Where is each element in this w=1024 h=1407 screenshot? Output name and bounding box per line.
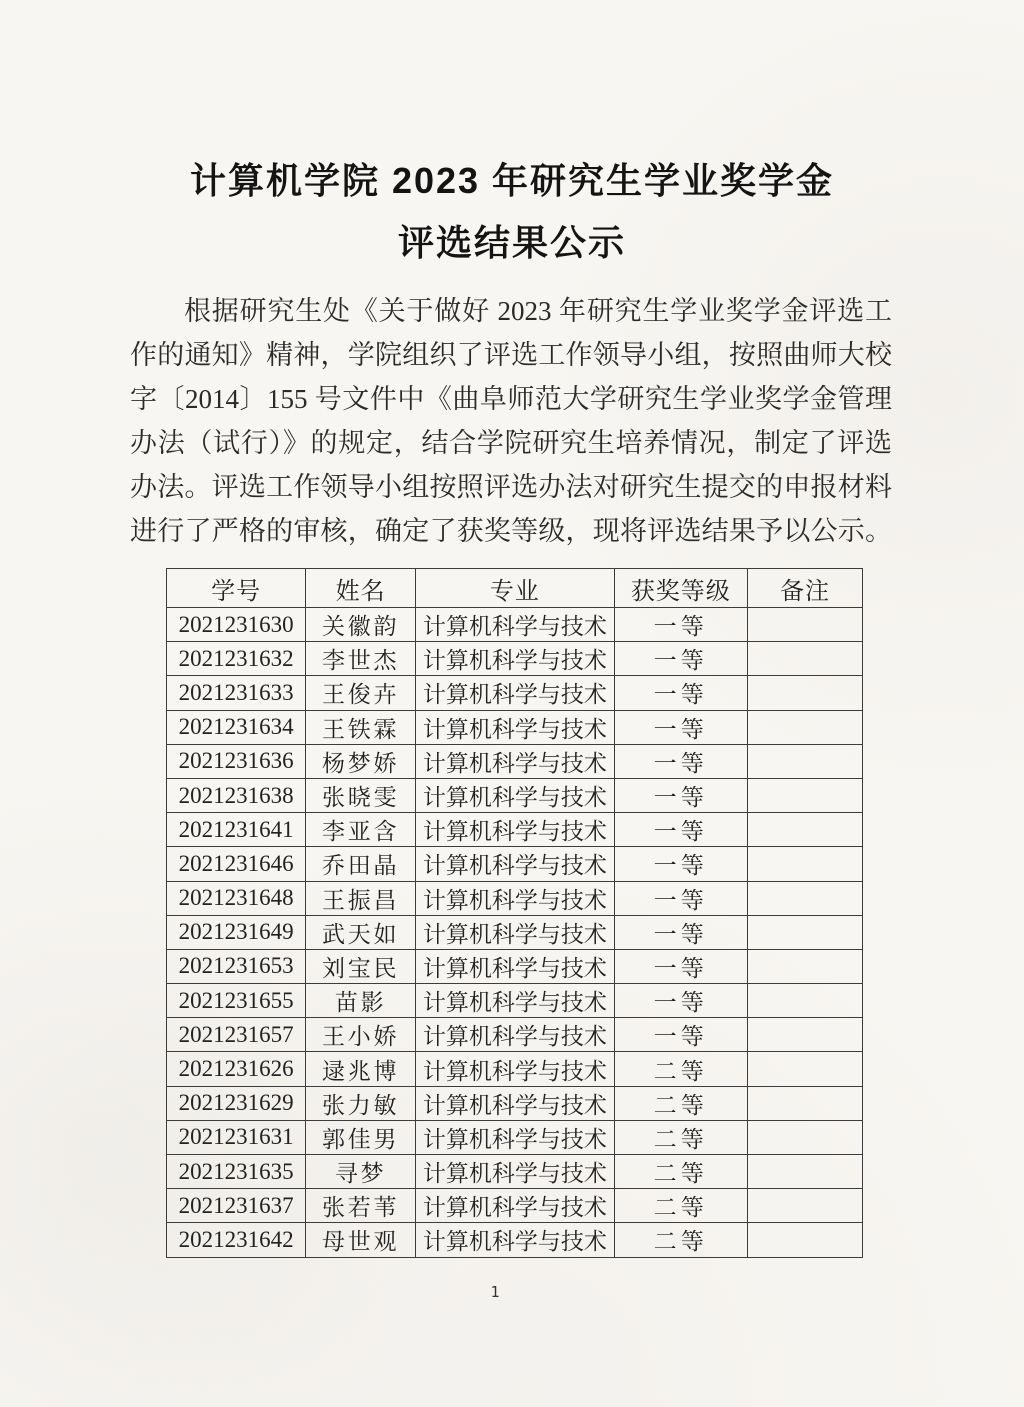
- page-number: 1: [490, 1283, 500, 1301]
- cell-major: 计算机科学与技术: [416, 1155, 614, 1189]
- cell-name: 王振昌: [306, 881, 416, 915]
- cell-student-id: 2021231629: [167, 1086, 306, 1120]
- paragraph-line: 办法（试行）》的规定，结合学院研究生培养情况，制定了评选: [130, 428, 892, 458]
- cell-award-level: 二等: [614, 1155, 748, 1189]
- table-row: [167, 778, 863, 812]
- table-row: [167, 949, 863, 983]
- cell-award-level: 一等: [614, 847, 748, 881]
- cell-award-level: 一等: [614, 1018, 748, 1052]
- table-header-cell: 专业: [416, 569, 614, 608]
- table-row: [167, 984, 863, 1018]
- cell-note: [748, 984, 863, 1018]
- cell-student-id: 2021231642: [167, 1223, 306, 1257]
- table-header: [167, 569, 863, 608]
- cell-note: [748, 608, 863, 642]
- cell-student-id: 2021231641: [167, 813, 306, 847]
- cell-note: [748, 642, 863, 676]
- cell-major: 计算机科学与技术: [416, 1189, 614, 1223]
- cell-note: [748, 1018, 863, 1052]
- table-row: [167, 676, 863, 710]
- table-row: [167, 813, 863, 847]
- cell-name: 张晓雯: [306, 778, 416, 812]
- cell-award-level: 一等: [614, 881, 748, 915]
- cell-major: 计算机科学与技术: [416, 984, 614, 1018]
- cell-award-level: 二等: [614, 1120, 748, 1154]
- cell-note: [748, 1223, 863, 1257]
- table-header-cell: 学号: [167, 569, 306, 608]
- cell-student-id: 2021231637: [167, 1189, 306, 1223]
- table-header-cell: 获奖等级: [614, 569, 748, 608]
- cell-major: 计算机科学与技术: [416, 1120, 614, 1154]
- cell-name: 王俊卉: [306, 676, 416, 710]
- table-row: [167, 1189, 863, 1223]
- cell-note: [748, 915, 863, 949]
- cell-name: 王小娇: [306, 1018, 416, 1052]
- cell-note: [748, 778, 863, 812]
- cell-award-level: 一等: [614, 608, 748, 642]
- cell-major: 计算机科学与技术: [416, 881, 614, 915]
- cell-note: [748, 1189, 863, 1223]
- cell-award-level: 一等: [614, 915, 748, 949]
- cell-major: 计算机科学与技术: [416, 915, 614, 949]
- cell-major: 计算机科学与技术: [416, 1018, 614, 1052]
- cell-student-id: 2021231646: [167, 847, 306, 881]
- cell-name: 母世观: [306, 1223, 416, 1257]
- cell-award-level: 一等: [614, 642, 748, 676]
- cell-student-id: 2021231649: [167, 915, 306, 949]
- table-header-cell: 备注: [748, 569, 863, 608]
- cell-name: 王铁霖: [306, 710, 416, 744]
- paragraph-line: 办法。评选工作领导小组按照评选办法对研究生提交的申报材料: [130, 472, 892, 502]
- table-row: [167, 881, 863, 915]
- cell-name: 李亚含: [306, 813, 416, 847]
- cell-name: 杨梦娇: [306, 744, 416, 778]
- cell-student-id: 2021231638: [167, 778, 306, 812]
- cell-award-level: 二等: [614, 1086, 748, 1120]
- table-body: [167, 608, 863, 1258]
- document-title-line2: 评选结果公示: [397, 222, 626, 263]
- document-title: [0, 150, 1024, 274]
- cell-note: [748, 1155, 863, 1189]
- cell-student-id: 2021231634: [167, 710, 306, 744]
- cell-major: 计算机科学与技术: [416, 744, 614, 778]
- cell-name: 关徽韵: [306, 608, 416, 642]
- cell-award-level: 一等: [614, 710, 748, 744]
- table-row: [167, 1223, 863, 1257]
- cell-name: 郭佳男: [306, 1120, 416, 1154]
- cell-student-id: 2021231633: [167, 676, 306, 710]
- table-row: [167, 608, 863, 642]
- paragraph-line: 字〔2014〕155 号文件中《曲阜师范大学研究生学业奖学金管理: [130, 384, 892, 414]
- cell-name: 逯兆博: [306, 1052, 416, 1086]
- cell-name: 张力敏: [306, 1086, 416, 1120]
- cell-major: 计算机科学与技术: [416, 813, 614, 847]
- paragraph-line: 根据研究生处《关于做好 2023 年研究生学业奖学金评选工: [184, 296, 892, 326]
- cell-student-id: 2021231657: [167, 1018, 306, 1052]
- table-row: [167, 1018, 863, 1052]
- cell-student-id: 2021231636: [167, 744, 306, 778]
- cell-student-id: 2021231653: [167, 949, 306, 983]
- cell-award-level: 一等: [614, 778, 748, 812]
- paragraph-line: 作的通知》精神，学院组织了评选工作领导小组，按照曲师大校: [130, 340, 892, 370]
- cell-major: 计算机科学与技术: [416, 608, 614, 642]
- cell-name: 寻梦: [306, 1155, 416, 1189]
- table-row: [167, 915, 863, 949]
- table-row: [167, 642, 863, 676]
- cell-student-id: 2021231631: [167, 1120, 306, 1154]
- table-row: [167, 847, 863, 881]
- cell-award-level: 二等: [614, 1052, 748, 1086]
- cell-award-level: 二等: [614, 1223, 748, 1257]
- cell-name: 张若苇: [306, 1189, 416, 1223]
- cell-name: 武天如: [306, 915, 416, 949]
- table-row: [167, 1052, 863, 1086]
- cell-note: [748, 847, 863, 881]
- cell-note: [748, 1052, 863, 1086]
- cell-award-level: 一等: [614, 984, 748, 1018]
- cell-award-level: 一等: [614, 949, 748, 983]
- cell-major: 计算机科学与技术: [416, 778, 614, 812]
- table-header-row: [167, 569, 863, 608]
- cell-major: 计算机科学与技术: [416, 710, 614, 744]
- cell-major: 计算机科学与技术: [416, 642, 614, 676]
- cell-award-level: 一等: [614, 813, 748, 847]
- table-row: [167, 744, 863, 778]
- scholarship-results-table: [166, 568, 863, 1258]
- cell-student-id: 2021231632: [167, 642, 306, 676]
- cell-major: 计算机科学与技术: [416, 949, 614, 983]
- paragraph-line: 进行了严格的审核，确定了获奖等级，现将评选结果予以公示。: [130, 516, 892, 546]
- cell-major: 计算机科学与技术: [416, 847, 614, 881]
- cell-student-id: 2021231630: [167, 608, 306, 642]
- cell-note: [748, 710, 863, 744]
- table-row: [167, 1086, 863, 1120]
- table-header-cell: 姓名: [306, 569, 416, 608]
- cell-student-id: 2021231635: [167, 1155, 306, 1189]
- cell-award-level: 二等: [614, 1189, 748, 1223]
- table-row: [167, 1120, 863, 1154]
- cell-major: 计算机科学与技术: [416, 1052, 614, 1086]
- cell-note: [748, 949, 863, 983]
- cell-award-level: 一等: [614, 744, 748, 778]
- cell-note: [748, 744, 863, 778]
- cell-name: 苗影: [306, 984, 416, 1018]
- cell-student-id: 2021231626: [167, 1052, 306, 1086]
- cell-name: 刘宝民: [306, 949, 416, 983]
- table-row: [167, 1155, 863, 1189]
- cell-major: 计算机科学与技术: [416, 1086, 614, 1120]
- cell-note: [748, 676, 863, 710]
- cell-major: 计算机科学与技术: [416, 1223, 614, 1257]
- body-paragraph: [130, 289, 892, 553]
- cell-major: 计算机科学与技术: [416, 676, 614, 710]
- cell-award-level: 一等: [614, 676, 748, 710]
- cell-note: [748, 881, 863, 915]
- cell-student-id: 2021231655: [167, 984, 306, 1018]
- cell-note: [748, 1120, 863, 1154]
- cell-name: 李世杰: [306, 642, 416, 676]
- cell-note: [748, 813, 863, 847]
- cell-student-id: 2021231648: [167, 881, 306, 915]
- cell-note: [748, 1086, 863, 1120]
- table-row: [167, 710, 863, 744]
- cell-name: 乔田晶: [306, 847, 416, 881]
- document-title-line1: 计算机学院 2023 年研究生学业奖学金: [189, 160, 835, 201]
